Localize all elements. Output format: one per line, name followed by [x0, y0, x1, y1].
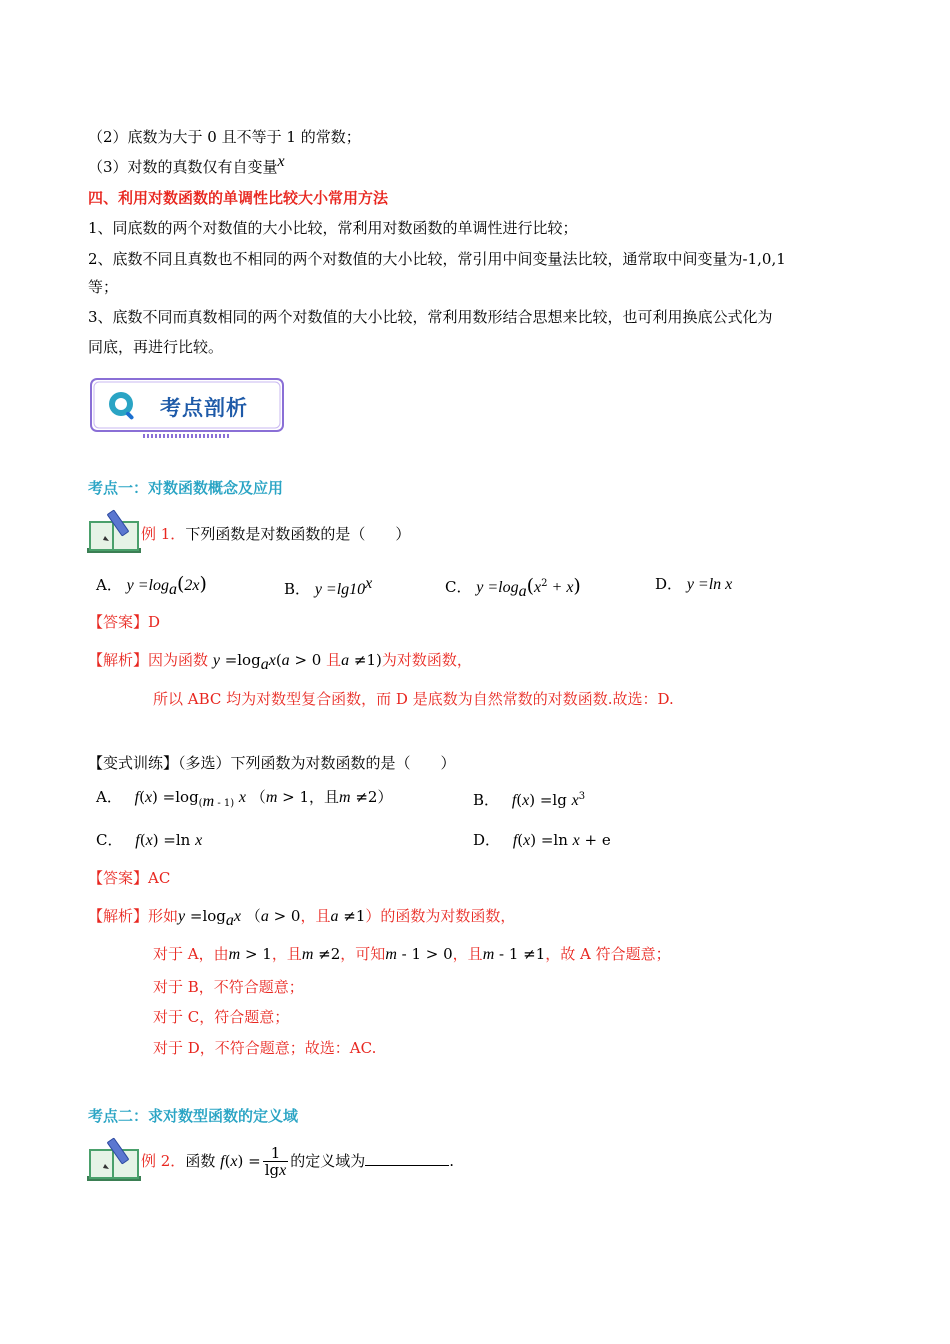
variant-analysis-5: 对于 D，不符合题意；故选：AC.	[153, 1039, 377, 1057]
example1-option-b: B． $y =\lg 10^x$	[284, 575, 373, 598]
variant-analysis-4: 对于 C，符合题意；	[153, 1008, 290, 1026]
variant-option-d: D． f(x) =ln x + e	[473, 831, 611, 849]
example1: 例 1．下列函数是对数函数的是（ ）	[141, 525, 411, 543]
fraction: $\frac{1}{\lg x}$	[264, 1144, 287, 1179]
book-pencil-icon	[86, 508, 142, 554]
variant-option-a: A． $f(x) =\log_{(m - 1)}$ x （m > 1，且m ≠2）	[96, 788, 393, 810]
example1-analysis-2: 所以 ABC 均为对数型复合函数，而 D 是底数为自然常数的对数函数.故选：D.	[153, 690, 674, 708]
answer-blank	[365, 1151, 449, 1166]
variant-analysis-1: 【解析】形如$y =\log_ax$ （a > 0，且a ≠1）的函数为对数函数，	[88, 907, 516, 929]
section4-p3b: 同底，再进行比较。	[88, 338, 224, 356]
variant-option-b: B． f(x) =lg $x^3$	[473, 791, 586, 809]
variant-option-c: C． f(x) =ln x	[96, 831, 203, 849]
variant-answer: 【答案】AC	[88, 869, 171, 887]
book-pencil-icon-2	[86, 1136, 142, 1182]
kaodian-banner	[88, 377, 286, 439]
banner-title: 考点剖析	[160, 396, 248, 420]
example1-answer: 【答案】D	[88, 613, 161, 631]
intro-line-3: （3）对数的真数仅有自变量x	[88, 153, 285, 176]
section4-p2b: 等；	[88, 278, 119, 296]
intro-line-2: （2）底数为大于 0 且不等于 1 的常数；	[88, 128, 361, 146]
example1-option-a: A． $y =\log_a(2x)$	[96, 573, 207, 598]
section4-p1: 1、同底数的两个对数值的大小比较，常利用对数函数的单调性进行比较；	[88, 219, 578, 237]
section4-p2a: 2、底数不同且真数也不相同的两个对数值的大小比较，常引用中间变量法比较，通常取中间变量为-1,0,1	[88, 250, 786, 268]
section4-p3a: 3、底数不同而真数相同的两个对数值的大小比较，常利用数形结合思想来比较，也可利用换底公式化为	[88, 308, 773, 326]
variant-analysis-2: 对于 A，由m > 1，且m ≠2，可知m - 1 > 0，且m - 1 ≠1，故 A 符合题意；	[153, 945, 671, 963]
kaodian2-heading: 考点二：求对数型函数的定义域	[88, 1107, 299, 1125]
variant-heading: 【变式训练】（多选）下列函数为对数函数的是（ ）	[88, 754, 456, 772]
example1-analysis-1: 【解析】因为函数 $y =\log_ax(a > 0$ 且a ≠1)为对数函数，	[88, 651, 472, 673]
section4-heading: 四、利用对数函数的单调性比较大小常用方法	[88, 189, 389, 207]
variant-analysis-3: 对于 B，不符合题意；	[153, 978, 304, 996]
kaodian1-heading: 考点一：对数函数概念及应用	[88, 479, 284, 497]
example2: 例 2．函数 f(x) = $\frac{1}{\lg x}$ 的定义域为 .	[141, 1144, 455, 1179]
example1-option-c: C． $y =\log_a(x^2 + x)$	[445, 575, 581, 600]
example1-option-d: D． y =ln x	[655, 575, 733, 593]
